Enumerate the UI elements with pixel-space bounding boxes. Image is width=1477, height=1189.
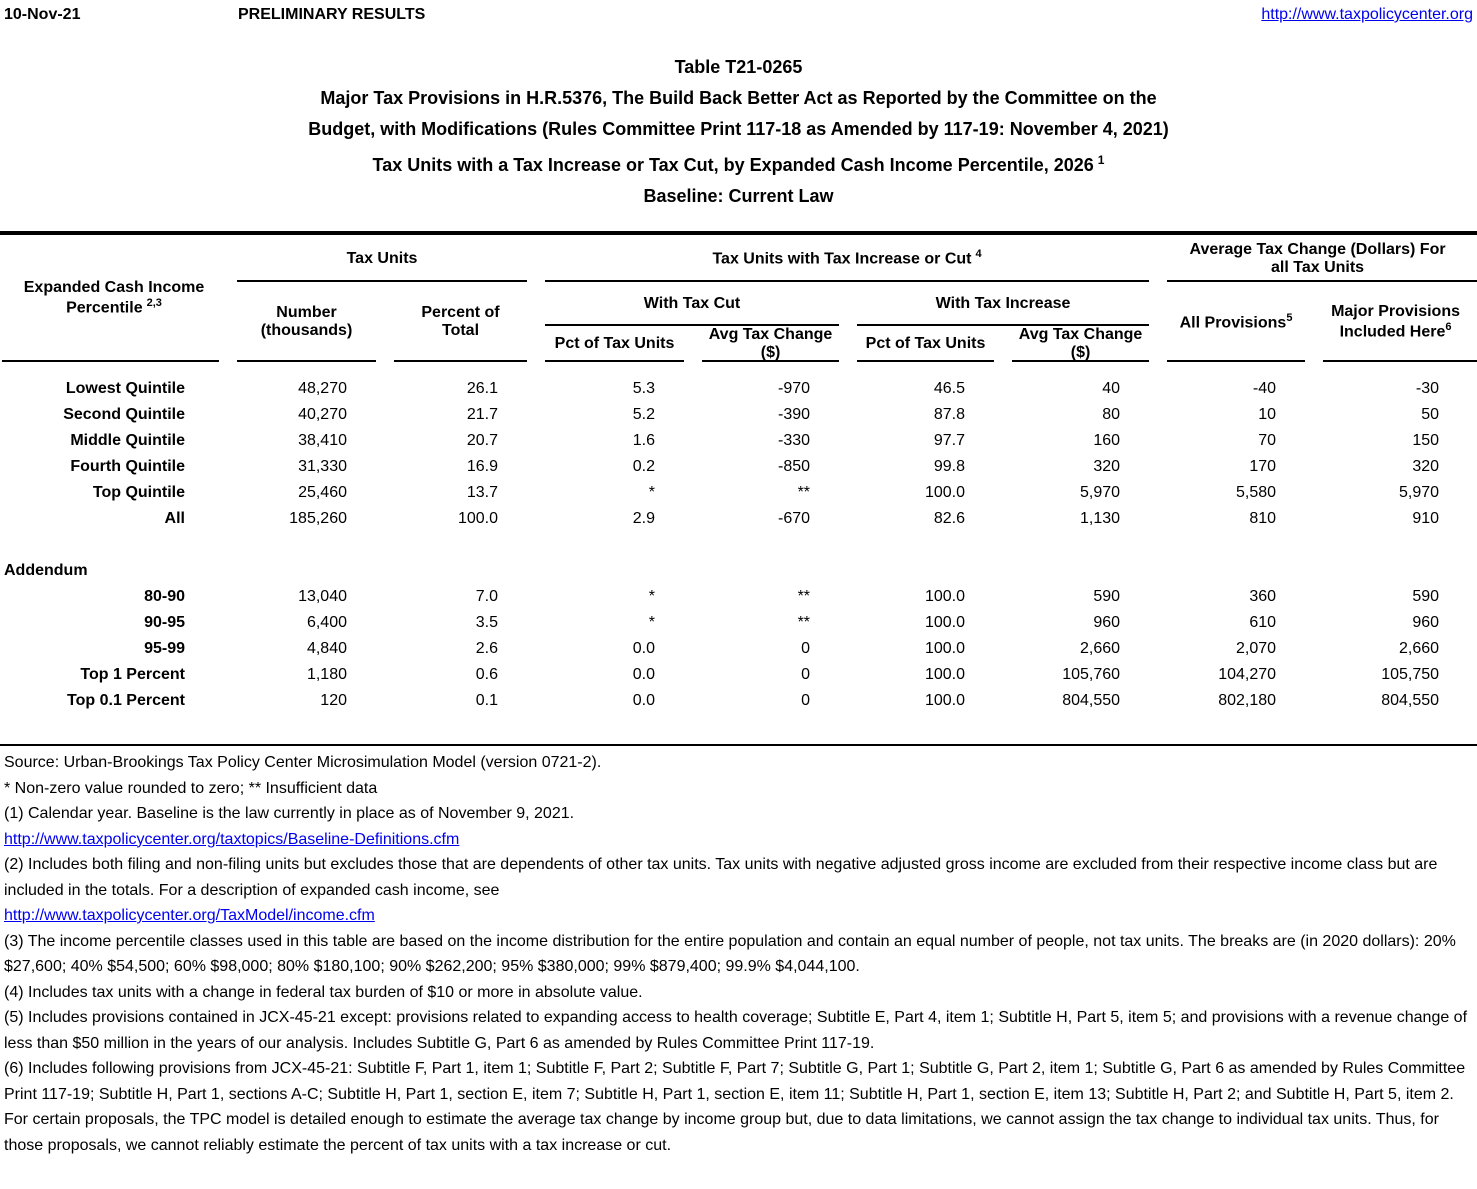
row-label: 95-99 bbox=[144, 640, 185, 657]
data-cell: 100.0 bbox=[457, 510, 499, 527]
row-label: 90-95 bbox=[144, 614, 185, 631]
data-cell: 87.8 bbox=[933, 406, 966, 423]
table-row bbox=[0, 662, 1477, 688]
data-cell: 610 bbox=[1249, 614, 1277, 631]
data-cell: 100.0 bbox=[924, 640, 966, 657]
data-cell: 1.6 bbox=[632, 432, 656, 449]
data-cell: 5,970 bbox=[1399, 484, 1440, 501]
data-cell: 0.6 bbox=[475, 666, 499, 683]
column-header-income-percentile: Expanded Cash Income Percentile $^{2,3}$ bbox=[0, 235, 228, 362]
baseline-label: Baseline: Current Law bbox=[643, 186, 834, 206]
data-cell: 0 bbox=[801, 640, 811, 657]
group-header-avg-tax-change: Average Tax Change (Dollars) For all Tax Units bbox=[1158, 235, 1477, 282]
table-row bbox=[0, 480, 1477, 506]
data-cell: 100.0 bbox=[924, 588, 966, 605]
footnote-text: (2) Includes both filing and non-filing units but excludes those that are dependents of other tax units. Tax units with negative adjusted gross income are excluded from their respective income class but are included in the totals. For a description of expanded cash income, see bbox=[4, 856, 1438, 899]
column-header-percent-of-total: Percent of Total bbox=[385, 282, 536, 362]
data-cell: 0.0 bbox=[632, 640, 656, 657]
page-header bbox=[0, 0, 1477, 30]
column-header-avg-tax-change-increase: Avg Tax Change ($) bbox=[1003, 326, 1158, 362]
row-label: Top 1 Percent bbox=[80, 666, 185, 683]
data-cell: -40 bbox=[1252, 380, 1277, 397]
data-cell: 802,180 bbox=[1218, 692, 1277, 709]
data-cell: 104,270 bbox=[1218, 666, 1277, 683]
group-header-increase-or-cut: Tax Units with Tax Increase or Cut $^4$ bbox=[536, 235, 1158, 282]
data-cell: 0.1 bbox=[475, 692, 499, 709]
data-cell: 2,660 bbox=[1080, 640, 1121, 657]
data-cell: -970 bbox=[777, 380, 811, 397]
spacer-row bbox=[0, 714, 1477, 744]
footnote-link[interactable]: http://www.taxpolicycenter.org/taxtopics/Baseline-Definitions.cfm bbox=[4, 830, 460, 848]
data-cell: 1,130 bbox=[1080, 510, 1121, 527]
data-cell: 48,270 bbox=[298, 380, 347, 397]
data-cell: 105,760 bbox=[1062, 666, 1121, 683]
data-cell: 5.3 bbox=[632, 380, 656, 397]
table-row bbox=[0, 584, 1477, 610]
data-cell: -670 bbox=[777, 510, 811, 527]
data-cell: 804,550 bbox=[1381, 692, 1440, 709]
data-cell: 120 bbox=[320, 692, 347, 709]
data-cell: -850 bbox=[777, 458, 811, 475]
title-line-3: Tax Units with a Tax Increase or Tax Cut, by Expanded Cash Income Percentile, 2026 $^1$ bbox=[372, 153, 1105, 175]
data-cell: 13.7 bbox=[466, 484, 499, 501]
data-cell: 5.2 bbox=[632, 406, 656, 423]
data-cell: 40 bbox=[1102, 380, 1121, 397]
data-cell: 100.0 bbox=[924, 666, 966, 683]
data-cell: 6,400 bbox=[306, 614, 347, 631]
title-line-1: Major Tax Provisions in H.R.5376, The Build Back Better Act as Reported by the Committee on the bbox=[320, 88, 1157, 108]
data-cell: 960 bbox=[1412, 614, 1440, 631]
data-cell: 3.5 bbox=[475, 614, 499, 631]
data-cell: 960 bbox=[1093, 614, 1121, 631]
data-cell: 70 bbox=[1258, 432, 1277, 449]
data-cell: -390 bbox=[777, 406, 811, 423]
column-header-avg-tax-change-cut: Avg Tax Change ($) bbox=[693, 326, 848, 362]
column-header-pct-tax-units-cut: Pct of Tax Units bbox=[536, 326, 693, 362]
taxpolicycenter-link[interactable]: http://www.taxpolicycenter.org bbox=[1261, 6, 1473, 23]
data-cell: 804,550 bbox=[1062, 692, 1121, 709]
data-cell: 320 bbox=[1093, 458, 1121, 475]
data-cell: -30 bbox=[1415, 380, 1440, 397]
data-cell: 170 bbox=[1249, 458, 1277, 475]
data-cell: 0 bbox=[801, 666, 811, 683]
data-cell: 810 bbox=[1249, 510, 1277, 527]
data-cell: 99.8 bbox=[933, 458, 966, 475]
row-label: Lowest Quintile bbox=[65, 380, 185, 397]
table-body bbox=[0, 362, 1477, 744]
data-cell: 0.2 bbox=[632, 458, 656, 475]
footnote-marker-6: 6 bbox=[1445, 320, 1452, 333]
data-cell: 10 bbox=[1258, 406, 1277, 423]
data-cell: 0.0 bbox=[632, 666, 656, 683]
footnotes bbox=[0, 750, 1477, 1158]
footnote-text: (6) Includes following provisions from JCX-45-21: Subtitle F, Part 1, item 1; Subtitle F, Part 2; Subtitle F, Part 7; Subtitle G, Part 1; Subtitle G, Part 2, item 1; Subtitle G, Part 6 as amended by Rules Committee Print 117-19; Subtitle H, Part 1, sections A-C; Subtitle H, Part 1, section E, item 7; Subtitle H, Part 1, section E, item 11; Subtitle H, Part 1, section E, item 13; Subtitle H, Part 2; and Subtitle H, Part 5, item 2. For certain proposals, the TPC model is detailed enough to estimate the average tax change by income group but, due to data limitations, we cannot assign the tax change to individual tax units. Thus, for those proposals, we cannot reliably estimate the percent of tax units with a tax increase or cut. bbox=[4, 1060, 1466, 1154]
footnote-marker-1: 1 bbox=[1097, 153, 1105, 167]
data-cell: * bbox=[648, 588, 656, 605]
table-row bbox=[0, 506, 1477, 532]
data-cell: 80 bbox=[1102, 406, 1121, 423]
data-cell: 97.7 bbox=[933, 432, 966, 449]
spacer-row bbox=[0, 362, 1477, 376]
row-label: Middle Quintile bbox=[70, 432, 185, 449]
row-label: Fourth Quintile bbox=[70, 458, 185, 475]
column-header-major-provisions: Major Provisions Included Here$^6$ bbox=[1314, 282, 1477, 362]
data-cell: * bbox=[648, 614, 656, 631]
preliminary-results-label: PRELIMINARY RESULTS bbox=[238, 6, 426, 23]
data-cell: 82.6 bbox=[933, 510, 966, 527]
column-header-number: Number (thousands) bbox=[228, 282, 385, 362]
data-cell: 2.6 bbox=[475, 640, 499, 657]
data-cell: 21.7 bbox=[466, 406, 499, 423]
data-cell: 31,330 bbox=[298, 458, 347, 475]
row-label: Second Quintile bbox=[63, 406, 185, 423]
data-cell: 0 bbox=[801, 692, 811, 709]
data-cell: 1,180 bbox=[306, 666, 347, 683]
table-header bbox=[0, 235, 1477, 362]
table-bottom-rule bbox=[0, 744, 1477, 746]
data-cell: 910 bbox=[1412, 510, 1440, 527]
data-cell: 5,970 bbox=[1080, 484, 1121, 501]
data-cell: ** bbox=[797, 588, 811, 605]
data-cell: 590 bbox=[1093, 588, 1121, 605]
footnote-marker-4: 4 bbox=[975, 248, 982, 261]
data-cell: 100.0 bbox=[924, 484, 966, 501]
table-row bbox=[0, 454, 1477, 480]
data-cell: 105,750 bbox=[1381, 666, 1440, 683]
group-header-tax-units: Tax Units bbox=[228, 235, 536, 282]
data-cell: 150 bbox=[1412, 432, 1440, 449]
footnote-text: (1) Calendar year. Baseline is the law currently in place as of November 9, 2021. bbox=[4, 805, 575, 822]
footnote-text: Source: Urban-Brookings Tax Policy Center Microsimulation Model (version 0721-2). bbox=[4, 754, 602, 771]
table-row bbox=[0, 636, 1477, 662]
table-number: Table T21-0265 bbox=[674, 57, 803, 77]
addendum-heading: Addendum bbox=[4, 562, 88, 579]
table-row bbox=[0, 402, 1477, 428]
footnote-text: * Non-zero value rounded to zero; ** Insufficient data bbox=[4, 779, 378, 797]
data-cell: 0.0 bbox=[632, 692, 656, 709]
footnote-marker-2-3: 2,3 bbox=[146, 297, 162, 310]
title-block bbox=[0, 52, 1477, 212]
data-cell: 7.0 bbox=[475, 588, 499, 605]
table-row bbox=[0, 688, 1477, 714]
results-table bbox=[0, 235, 1477, 744]
row-label: All bbox=[164, 510, 185, 527]
data-cell: 4,840 bbox=[306, 640, 347, 657]
data-cell: * bbox=[648, 484, 656, 501]
table-row bbox=[0, 376, 1477, 402]
data-cell: 2,660 bbox=[1399, 640, 1440, 657]
data-cell: -330 bbox=[777, 432, 811, 449]
data-cell: 160 bbox=[1093, 432, 1121, 449]
spacer-row bbox=[0, 532, 1477, 558]
data-cell: 50 bbox=[1421, 406, 1440, 423]
data-cell: ** bbox=[797, 484, 811, 501]
footnote-text: (4) Includes tax units with a change in federal tax burden of $10 or more in absolute value. bbox=[4, 983, 643, 1001]
footnote-text: (3) The income percentile classes used in this table are based on the income distribution for the entire population and contain an equal number of people, not tax units. The breaks are (in 2020 dollars): 20% $27,600; 40% $54,500; 60% $98,000; 80% $180,100; 90% $262,200; 95% $380,000; 99% $879,400; 99.9% $4,044,100. bbox=[4, 932, 1456, 975]
data-cell: 320 bbox=[1412, 458, 1440, 475]
data-cell: 40,270 bbox=[298, 406, 347, 423]
data-cell: 25,460 bbox=[298, 484, 347, 501]
row-label: Top Quintile bbox=[92, 484, 185, 501]
column-header-pct-tax-units-increase: Pct of Tax Units bbox=[848, 326, 1003, 362]
data-cell: 38,410 bbox=[298, 432, 347, 449]
footnote-link[interactable]: http://www.taxpolicycenter.org/TaxModel/income.cfm bbox=[4, 907, 375, 924]
report-date: 10-Nov-21 bbox=[4, 6, 81, 23]
footnote-marker-5: 5 bbox=[1286, 311, 1293, 324]
data-cell: 2.9 bbox=[632, 510, 656, 527]
data-cell: 46.5 bbox=[933, 380, 966, 397]
table-row bbox=[0, 428, 1477, 454]
row-label: Top 0.1 Percent bbox=[67, 692, 185, 709]
row-label: 80-90 bbox=[144, 588, 185, 605]
data-cell: 590 bbox=[1412, 588, 1440, 605]
data-cell: 16.9 bbox=[466, 458, 499, 475]
column-header-all-provisions: All Provisions$^5$ bbox=[1158, 282, 1314, 362]
subgroup-header-with-tax-increase: With Tax Increase bbox=[848, 282, 1158, 326]
data-cell: 100.0 bbox=[924, 614, 966, 631]
data-cell: 26.1 bbox=[466, 380, 499, 397]
data-cell: 360 bbox=[1249, 588, 1277, 605]
table-row bbox=[0, 610, 1477, 636]
title-line-2: Budget, with Modifications (Rules Committee Print 117-18 as Amended by 117-19: November 4, 2021) bbox=[308, 119, 1169, 139]
data-cell: 2,070 bbox=[1236, 640, 1277, 657]
subgroup-header-with-tax-cut: With Tax Cut bbox=[536, 282, 848, 326]
data-cell: ** bbox=[797, 614, 811, 631]
data-cell: 185,260 bbox=[289, 510, 347, 527]
data-cell: 5,580 bbox=[1236, 484, 1277, 501]
footnote-text: (5) Includes provisions contained in JCX-45-21 except: provisions related to expanding access to health coverage; Subtitle E, Part 4, item 1; Subtitle H, Part 5, item 5; and provisions with a revenue change of less than $50 million in the years of our analysis. Includes Subtitle G, Part 6 as amended by Rules Committee Print 117-19. bbox=[4, 1009, 1468, 1052]
data-cell: 13,040 bbox=[298, 588, 347, 605]
data-cell: 100.0 bbox=[924, 692, 966, 709]
data-cell: 20.7 bbox=[466, 432, 499, 449]
